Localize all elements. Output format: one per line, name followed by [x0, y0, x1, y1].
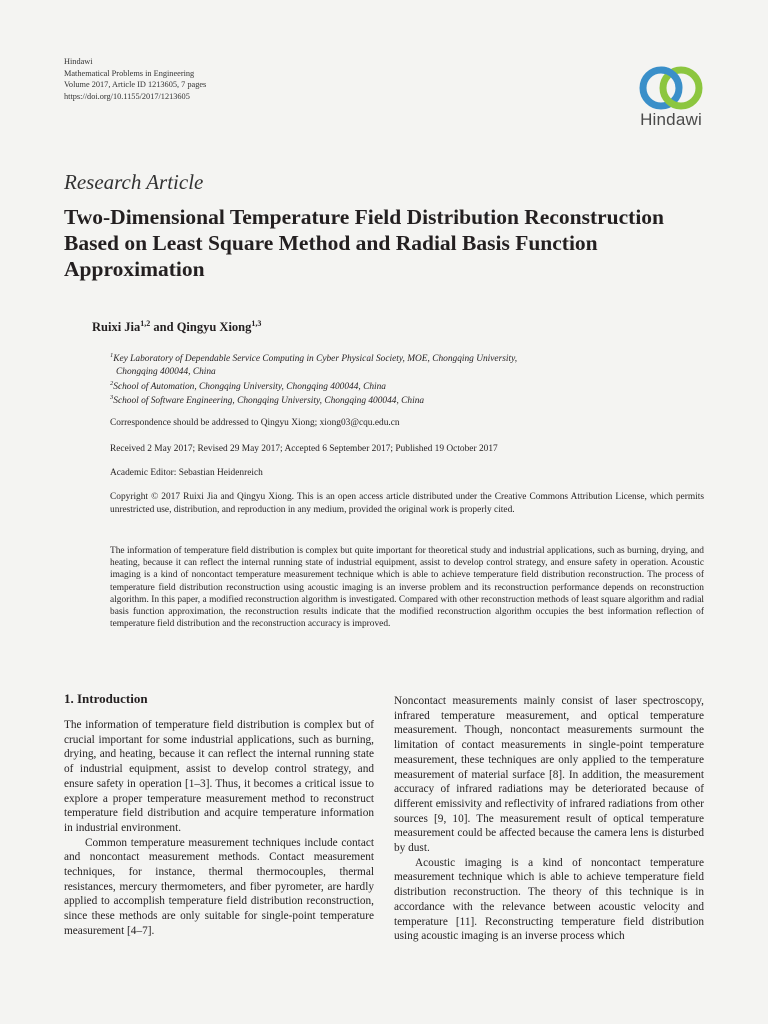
paper-title: Two-Dimensional Temperature Field Distribution Reconstruction Based on Least Square Method and Radial Basis Function Approximation [64, 205, 665, 281]
correspondence: Correspondence should be addressed to Qingyu Xiong; xiong03@cqu.edu.cn [110, 418, 400, 428]
body-paragraph: Noncontact measurements mainly consist of laser spectroscopy, infrared temperature measurement, and optical temperature measurement. Though, noncontact measurements surmount the limitation of contact measurements in single-point temperature measurement, these techniques are only applied to the temperature measurement of material surface [8]. In addition, the measurement accuracy of infrared radiations may be deteriorated because of different emissivity and reflectivity of infrared radiations from other sources [9, 10]. The measurement result of optical temperature measurement could be affected because the camera lens is disturbed by dust. [394, 695, 704, 855]
academic-editor: Academic Editor: Sebastian Heidenreich [110, 468, 263, 478]
affiliation-line: School of Automation, Chongqing University, Chongqing 400044, China [113, 382, 386, 393]
section-heading: 1. Introduction [64, 691, 148, 706]
journal-header [64, 56, 206, 102]
abstract: The information of temperature field distribution is complex but quite important for theoretical study and industrial applications, such as burning, drying, and heating, because it can reflect the internal running state of industrial equipment, assist to develop control strategy, and ensure safety in operation. Acoustic imaging is a kind of noncontact temperature measurement technique which is able to achieve temperature field distribution reconstruction. The process of temperature field distribution reconstruction using acoustic imaging is an inverse problem and its reconstruction performance depends on reconstruction algorithm. In this paper, a modified reconstruction algorithm is investigated. Compared with other reconstruction methods of least square algorithm and radial basis function approximation, the reconstruction results indicate that the modified reconstruction algorithm occupies the best information reflection of temperature field distribution and the reconstruction accuracy is improved. [110, 546, 704, 630]
affiliation-line: Chongqing 400044, China [116, 367, 216, 378]
copyright-notice: Copyright © 2017 Ruixi Jia and Qingyu Xiong. This is an open access article distributed under the Creative Commons Attribution License, which permits unrestricted use, distribution, and reproduction in any medium, provided the original work is properly cited. [110, 492, 704, 516]
logo-text: Hindawi [640, 110, 702, 129]
hindawi-logo [630, 66, 712, 136]
author-list [92, 319, 261, 335]
affiliation-marker: 2 [110, 380, 114, 387]
publication-dates: Received 2 May 2017; Revised 29 May 2017; Accepted 6 September 2017; Published 19 October 2017 [110, 444, 498, 454]
author-name: Ruixi Jia [92, 320, 141, 335]
affiliation [110, 391, 710, 408]
affiliation-line: School of Software Engineering, Chongqing University, Chongqing 400044, China [113, 396, 425, 407]
body-paragraph: Common temperature measurement techniques include contact and noncontact measurement methods. Contact measurement techniques, for instance, thermal thermocouples, thermal resistances, mercury thermometers, and fiber pyrometer, are hardly applied to accomplish temperature field distribution reconstruction, since these methods are only suitable for single-point temperature measurement [4–7]. [64, 836, 374, 937]
article-type: Research Article [64, 170, 204, 194]
publisher-name: Hindawi [64, 57, 93, 66]
journal-name: Mathematical Problems in Engineering [64, 68, 195, 78]
volume-info: Volume 2017, Article ID 1213605, 7 pages [64, 80, 207, 89]
body-column-left [64, 718, 374, 939]
body-paragraph: The information of temperature field distribution is complex but of crucial important for some industrial applications, such as burning, drying, and heating, because it can reflect the internal running state of industrial equipment, assist to develop control strategy, and ensure safety in operation [1–3]. Thus, it becomes a critical issue to explore a proper temperature measurement method to reconstruct temperature field distribution and acquire temperature information in industrial environment. [64, 719, 374, 834]
author-name: Qingyu Xiong [176, 320, 252, 335]
body-paragraph: Acoustic imaging is a kind of noncontact temperature measurement technique which is able to achieve temperature field distribution reconstruction. The theory of this technique is in accordance with the relevance between acoustic velocity and temperature [11]. Reconstructing temperature field distribution using acoustic imaging is an inverse process which [394, 856, 704, 943]
author-affiliation-marker: 1,2 [140, 319, 151, 328]
affiliation-line: Key Laboratory of Dependable Service Computing in Cyber Physical Society, MOE, Chongqing University, [113, 354, 518, 365]
doi-link[interactable]: https://doi.org/10.1155/2017/1213605 [64, 91, 190, 101]
hindawi-logo-icon [637, 66, 705, 110]
author-separator: and [150, 320, 177, 335]
body-column-right [394, 694, 704, 944]
author-affiliation-marker: 1,3 [251, 319, 262, 328]
affiliation [110, 349, 710, 380]
affiliation-marker: 3 [110, 394, 114, 401]
affiliation-marker: 1 [110, 352, 114, 359]
